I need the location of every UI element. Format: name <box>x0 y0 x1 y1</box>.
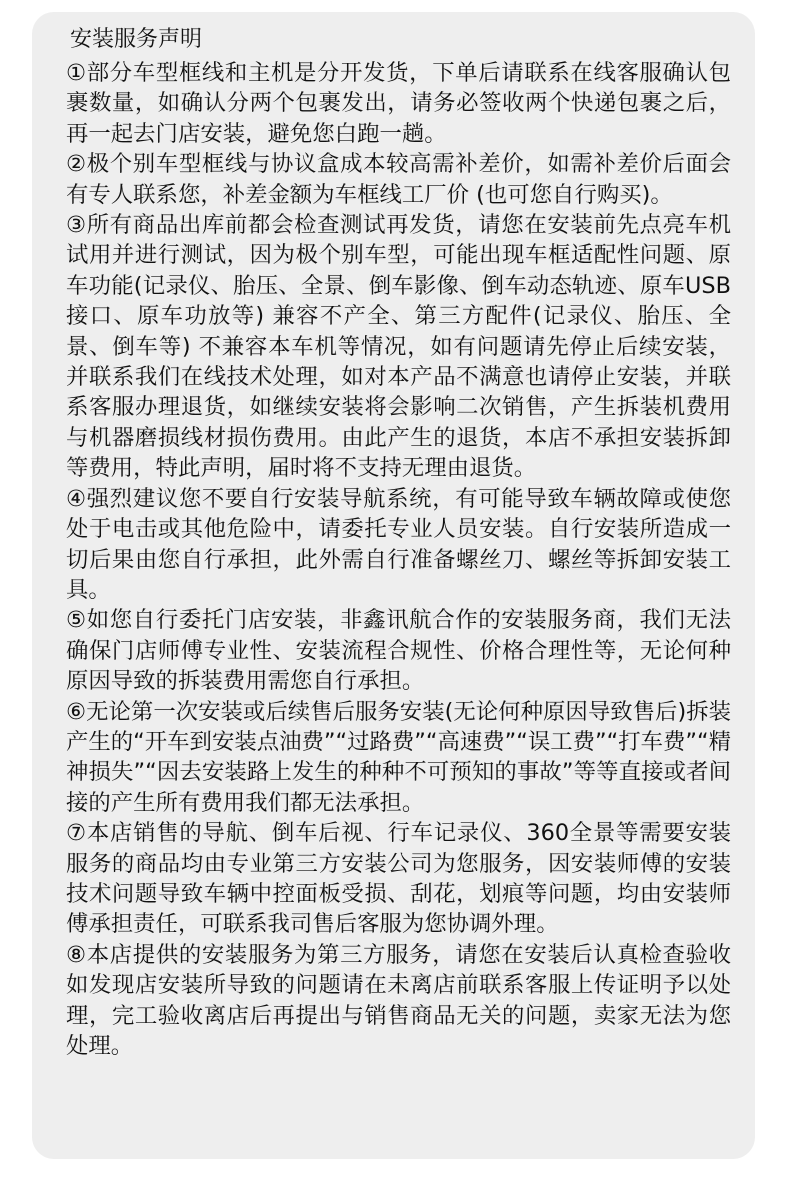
notice-item-5: ⑤如您自行委托门店安装，非鑫讯航合作的安装服务商，我们无法确保门店师傅专业性、安装流程合规性、价格合理性等，无论何种原因导致的拆装费用需您自行承担。 <box>66 607 731 695</box>
notice-item-3: ③所有商品出库前都会检查测试再发货，请您在安装前先点亮车机试用并进行测试，因为极个别车型，可能出现车框适配性问题、原车功能(记录仪、胎压、全景、倒车影像、倒车动态轨迹、原车USB接口、原车功放等) 兼容不产全、第三方配件(记录仪、胎压、全景、倒车等) 不兼容本车机等情况，如有问题请先停止后续安装，并联系我们在线技术处理，如对本产品不满意也请停止安装，并联系客服办理退货，如继续安装将会影响二次销售，产生拆装机费用与机器磨损线材损伤费用。由此产生的退货，本店不承担安装拆卸等费用，特此声明，届时将不支持无理由退货。 <box>66 212 731 482</box>
notice-title: 安装服务声明 <box>70 27 203 52</box>
notice-item-2: ②极个别车型框线与协议盒成本较高需补差价，如需补差价后面会有专人联系您，补差金额为车框线工厂价 (也可您自行购买)。 <box>66 151 731 208</box>
notice-item-8: ⑧本店提供的安装服务为第三方服务，请您在安装后认真检查验收如发现店安装所导致的问题请在未离店前联系客服上传证明予以处理，完工验收离店后再提出与销售商品无关的问题，卖家无法为您处理。 <box>66 941 731 1059</box>
notice-card <box>32 12 755 1159</box>
notice-item-6: ⑥无论第一次安装或后续售后服务安装(无论何种原因导致售后)拆装产生的“开车到安装点油费”“过路费”“高速费”“误工费”“打车费”“精神损失”“因去安装路上发生的种种不可预知的事故”等等直接或者间接的产生所有费用我们都无法承担。 <box>66 698 731 816</box>
notice-item-1: ①部分车型框线和主机是分开发货，下单后请联系在线客服确认包裹数量，如确认分两个包裹发出，请务必签收两个快递包裹之后，再一起去门店安装，避免您白跑一趟。 <box>66 60 731 147</box>
notice-item-4: ④强烈建议您不要自行安装导航系统，有可能导致车辆故障或使您处于电击或其他危险中，请委托专业人员安装。自行安装所造成一切后果由您自行承担，此外需自行准备螺丝刀、螺丝等拆卸安装工具。 <box>66 485 731 603</box>
notice-item-7: ⑦本店销售的导航、倒车后视、行车记录仪、360全景等需要安装服务的商品均由专业第三方安装公司为您服务，因安装师傅的安装技术问题导致车辆中控面板受损、刮花，划痕等问题，均由安装师傅承担责任，可联系我司售后客服为您协调外理。 <box>66 820 731 938</box>
